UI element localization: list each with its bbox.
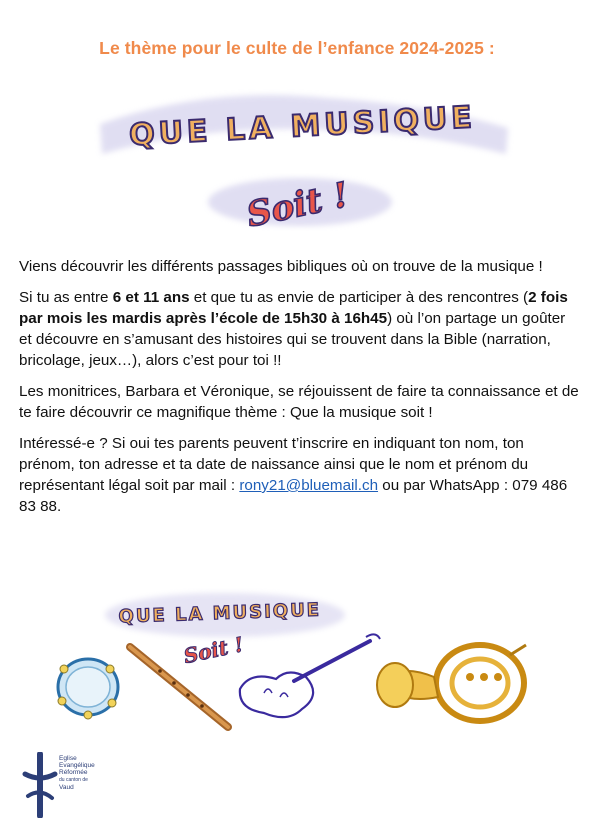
text-segment: et que tu as envie de participer à des rencontres (	[189, 289, 529, 306]
schedule: 2 fois par mois les mardis après l’école de 15h30 à 16h45	[19, 289, 568, 327]
logo-text	[59, 755, 95, 791]
banner-line1: QUE LA MUSIQUE	[128, 99, 477, 154]
theme-banner-top	[88, 84, 518, 242]
cross-logo-icon	[22, 752, 58, 818]
main-text	[19, 256, 579, 527]
paragraph-intro: Viens découvrir les différents passages bibliques où on trouve de la musique !	[19, 258, 543, 275]
french-horn-icon	[377, 645, 526, 721]
logo-line: Vaud	[59, 783, 74, 791]
text-segment: ) où l’on partage un goûter et découvre en s’amusant des histoires qui se trouvent dans la Bible (narration, bricolage, jeux…), alors c’est pour toi !!	[19, 310, 566, 369]
eerv-logo	[22, 752, 132, 824]
paragraph-monitors: Les monitrices, Barbara et Véronique, se réjouissent de faire ta connaissance et de te faire découvrir ce magnifique thème : Que la musique soit !	[19, 383, 579, 421]
banner-line2: Soit !	[243, 175, 353, 236]
logo-line: Réformée	[59, 769, 88, 777]
bottom-banner-line1: QUE LA MUSIQUE	[118, 599, 322, 628]
email-link[interactable]: rony21@bluemail.ch	[239, 477, 379, 494]
text-segment: Si tu as entre	[19, 289, 113, 306]
logo-line: du canton de	[59, 776, 88, 783]
instruments-illustration	[50, 585, 550, 740]
text-segment: Intéressé-e ? Si oui tes parents peuvent t’inscrire en indiquant ton nom, ton prénom, ton adresse et ta date de naissance ainsi que le nom et prénom du représentant légal soit par mail :	[19, 435, 529, 494]
tambourine-icon	[58, 659, 118, 719]
text-segment: ou par WhatsApp : 079 486 83 88.	[19, 477, 568, 515]
paragraph-contact	[19, 433, 579, 517]
age-range: 6 et 11 ans	[112, 289, 190, 306]
paragraph-age	[19, 287, 579, 371]
page-title: Le thème pour le culte de l’enfance 2024-2025 :	[99, 38, 495, 58]
logo-line: Eglise	[59, 755, 77, 762]
violin-icon	[240, 634, 380, 717]
bottom-banner-line2: Soit !	[181, 632, 246, 669]
logo-line: Evangélique	[59, 762, 95, 770]
